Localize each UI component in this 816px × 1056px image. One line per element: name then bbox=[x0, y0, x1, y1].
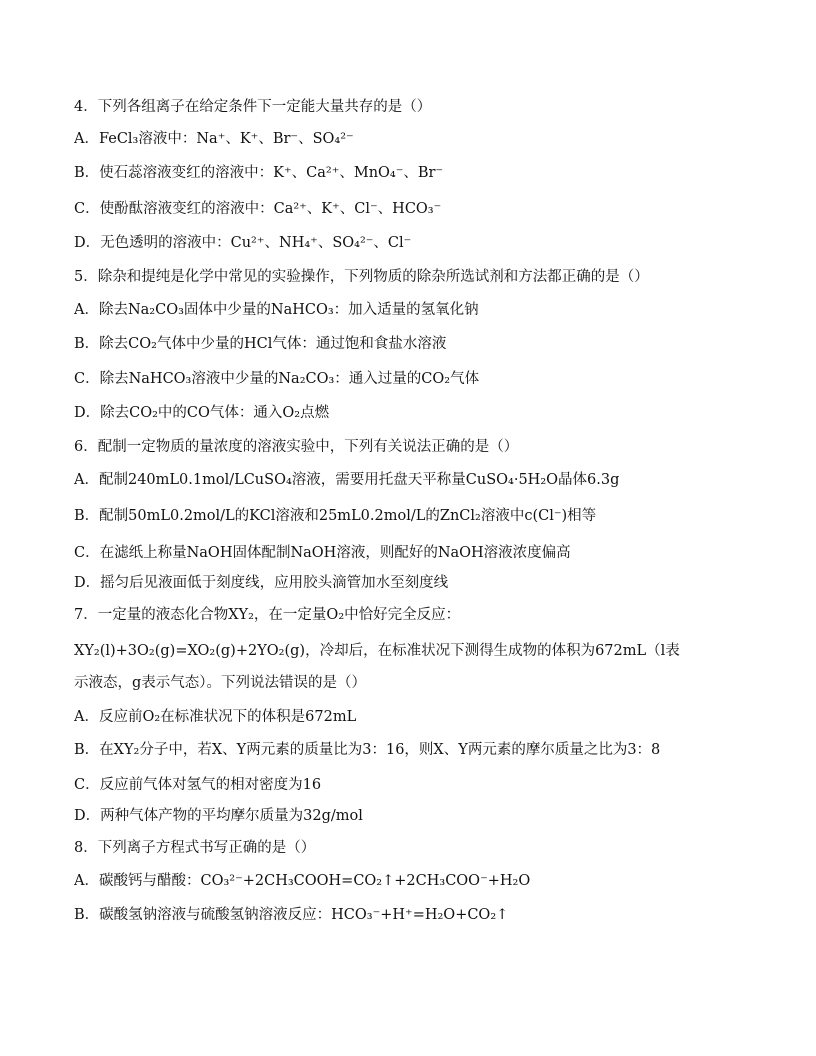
question-4-option-a: A．FeCl₃溶液中：Na⁺、K⁺、Br⁻、SO₄²⁻ bbox=[74, 131, 354, 147]
question-7-equation: XY₂(l)+3O₂(g)=XO₂(g)+2YO₂(g)，冷却后，在标准状况下测得生成物的体积为672mL（l表 bbox=[74, 643, 680, 659]
question-5-option-a: A．除去Na₂CO₃固体中少量的NaHCO₃：加入适量的氢氧化钠 bbox=[74, 302, 479, 318]
question-6-stem: 6．配制一定物质的量浓度的溶液实验中，下列有关说法正确的是（） bbox=[74, 439, 519, 455]
question-6-option-d: D．摇匀后见液面低于刻度线，应用胶头滴管加水至刻度线 bbox=[74, 575, 449, 591]
question-6-option-c: C．在滤纸上称量NaOH固体配制NaOH溶液，则配好的NaOH溶液浓度偏高 bbox=[74, 545, 571, 561]
question-4-option-d: D．无色透明的溶液中：Cu²⁺、NH₄⁺、SO₄²⁻、Cl⁻ bbox=[74, 235, 412, 251]
question-6-option-b: B．配制50mL0.2mol/L的KCl溶液和25mL0.2mol/L的ZnCl₂溶液中c(Cl⁻)相等 bbox=[74, 508, 597, 524]
question-4-option-b: B．使石蕊溶液变红的溶液中：K⁺、Ca²⁺、MnO₄⁻、Br⁻ bbox=[74, 165, 444, 181]
question-4-option-c: C．使酚酞溶液变红的溶液中：Ca²⁺、K⁺、Cl⁻、HCO₃⁻ bbox=[74, 201, 442, 217]
question-6-option-a: A．配制240mL0.1mol/LCuSO₄溶液，需要用托盘天平称量CuSO₄·5H₂O晶体6.3g bbox=[74, 472, 620, 488]
question-5-option-b: B．除去CO₂气体中少量的HCl气体：通过饱和食盐水溶液 bbox=[74, 336, 447, 352]
question-7-option-c: C．反应前气体对氢气的相对密度为16 bbox=[74, 777, 322, 793]
question-7-stem: 7．一定量的液态化合物XY₂，在一定量O₂中恰好完全反应： bbox=[74, 607, 461, 623]
question-4-stem: 4．下列各组离子在给定条件下一定能大量共存的是（） bbox=[74, 99, 432, 115]
question-7-option-b: B．在XY₂分子中，若X、Y两元素的质量比为3：16，则X、Y两元素的摩尔质量之比为3：8 bbox=[74, 742, 661, 758]
question-5-option-c: C．除去NaHCO₃溶液中少量的Na₂CO₃：通入过量的CO₂气体 bbox=[74, 371, 480, 387]
question-8-option-a: A．碳酸钙与醋酸：CO₃²⁻+2CH₃COOH=CO₂↑+2CH₃COO⁻+H₂O bbox=[74, 873, 531, 889]
question-7-option-d: D．两种气体产物的平均摩尔质量为32g/mol bbox=[74, 808, 363, 824]
question-7-option-a: A．反应前O₂在标准状况下的体积是672mL bbox=[74, 709, 357, 725]
question-8-option-b: B．碳酸氢钠溶液与硫酸氢钠溶液反应：HCO₃⁻+H⁺=H₂O+CO₂↑ bbox=[74, 907, 509, 923]
question-8-stem: 8．下列离子方程式书写正确的是（） bbox=[74, 840, 316, 856]
question-5-stem: 5．除杂和提纯是化学中常见的实验操作，下列物质的除杂所选试剂和方法都正确的是（） bbox=[74, 269, 649, 285]
question-7-stem-cont: 示液态，g表示气态）。下列说法错误的是（） bbox=[74, 675, 367, 691]
question-5-option-d: D．除去CO₂中的CO气体：通入O₂点燃 bbox=[74, 405, 330, 421]
